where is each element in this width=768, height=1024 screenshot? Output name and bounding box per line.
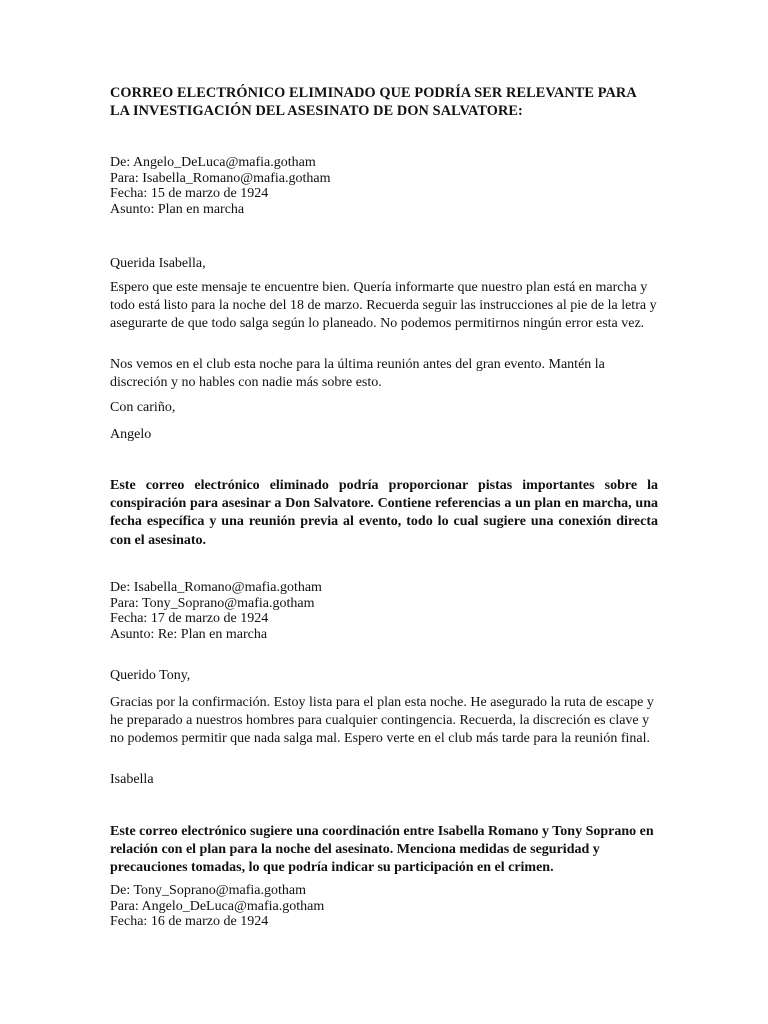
- email-1-subject: Asunto: Plan en marcha: [110, 202, 245, 218]
- email-1-signature: Angelo: [110, 427, 152, 442]
- commentary-1: Este correo electrónico eliminado podría proporcionar pistas importantes sobre la conspiración para asesinar a Don Salvatore. Contiene referencias a un plan en marcha, una fecha específica y una reunión previa al evento, todo lo cual sugiere una conexión directa con el asesinato.: [110, 478, 658, 548]
- email-2-signature: Isabella: [110, 772, 154, 787]
- email-1-date: Fecha: 15 de marzo de 1924: [110, 186, 269, 202]
- email-1-greeting: Querida Isabella,: [110, 256, 206, 271]
- email-1-body-1: Espero que este mensaje te encuentre bien. Quería informarte que nuestro plan está en marcha y todo está listo para la noche del 18 de marzo. Recuerda seguir las instrucciones al pie de la letra y asegurarte de que todo salga según lo planeado. No podemos permitirnos ningún error esta vez.: [110, 280, 657, 332]
- email-3-date: Fecha: 16 de marzo de 1924: [110, 914, 269, 930]
- email-2-header: [110, 580, 658, 643]
- email-2-subject: Asunto: Re: Plan en marcha: [110, 627, 268, 643]
- email-2-body: Gracias por la confirmación. Estoy lista para el plan esta noche. He asegurado la ruta de escape y he preparado a nuestros hombres para cualquier contingencia. Recuerda, la discreción es clave y no podemos permitir que nada salga mal. Espero verte en el club más tarde para la reunión final.: [110, 695, 654, 747]
- email-2-from: De: Isabella_Romano@mafia.gotham: [110, 580, 322, 595]
- email-1-closing: Con cariño,: [110, 400, 176, 415]
- email-3-to: Para: Angelo_DeLuca@mafia.gotham: [110, 898, 325, 914]
- email-2-to: Para: Tony_Soprano@mafia.gotham: [110, 595, 315, 611]
- email-1-to: Para: Isabella_Romano@mafia.gotham: [110, 170, 331, 186]
- email-1-header: [110, 155, 658, 218]
- email-3-header: [110, 883, 658, 930]
- document-title: CORREO ELECTRÓNICO ELIMINADO QUE PODRÍA SER RELEVANTE PARA LA INVESTIGACIÓN DEL ASESINATO DE DON SALVATORE:: [110, 85, 636, 119]
- email-2-date: Fecha: 17 de marzo de 1924: [110, 611, 269, 627]
- email-3-from: De: Tony_Soprano@mafia.gotham: [110, 883, 306, 898]
- email-1-body-2: Nos vemos en el club esta noche para la última reunión antes del gran evento. Mantén la discreción y no hables con nadie más sobre esto.: [110, 357, 605, 391]
- email-2-greeting: Querido Tony,: [110, 668, 191, 683]
- email-1-from: De: Angelo_DeLuca@mafia.gotham: [110, 155, 316, 170]
- commentary-2: Este correo electrónico sugiere una coordinación entre Isabella Romano y Tony Soprano en relación con el plan para la noche del asesinato. Menciona medidas de seguridad y precauciones tomadas, lo que podría indicar su participación en el crimen.: [110, 824, 654, 876]
